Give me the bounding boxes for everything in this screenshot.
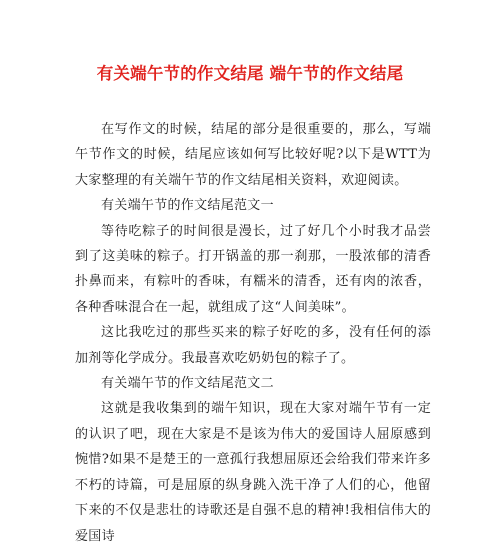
article-body xyxy=(75,117,431,549)
section2-paragraph-1: 这就是我收集到的端午知识，现在大家对端午节有一定的认识了吧，现在大家是不是该为伟大的爱国诗人屈原感到惋惜?如果不是楚王的一意孤行我想屈原还会给我们带来许多不朽的诗篇，可是屈原的纵身跳入洗干净了人们的心，他留下来的不仅是悲壮的诗歌还是自强不息的精神!我相信伟大的爱国诗 xyxy=(75,401,431,544)
section-heading-2: 有关端午节的作文结尾范文二 xyxy=(101,376,274,392)
intro-paragraph: 在写作文的时候，结尾的部分是很重要的，那么，写端午节作文的时候，结尾应该如何写比较好呢?以下是WTT为大家整理的有关端午节的作文结尾相关资料，欢迎阅读。 xyxy=(75,122,431,188)
section1-paragraph-2: 这比我吃过的那些买来的粽子好吃的多，没有任何的添加剂等化学成分。我最喜欢吃奶奶包的粽子了。 xyxy=(75,325,431,366)
article-title: 有关端午节的作文结尾 端午节的作文结尾 xyxy=(96,64,404,83)
section-heading-1: 有关端午节的作文结尾范文一 xyxy=(101,198,274,214)
section1-paragraph-1: 等待吃粽子的时间很是漫长，过了好几个小时我才品尝到了这美味的粽子。打开锅盖的那一刹那，一股浓郁的清香扑鼻而来，有粽叶的香味，有糯米的清香，还有肉的浓香，各种香味混合在一起，就组成了这“人间美味”。 xyxy=(75,223,431,315)
